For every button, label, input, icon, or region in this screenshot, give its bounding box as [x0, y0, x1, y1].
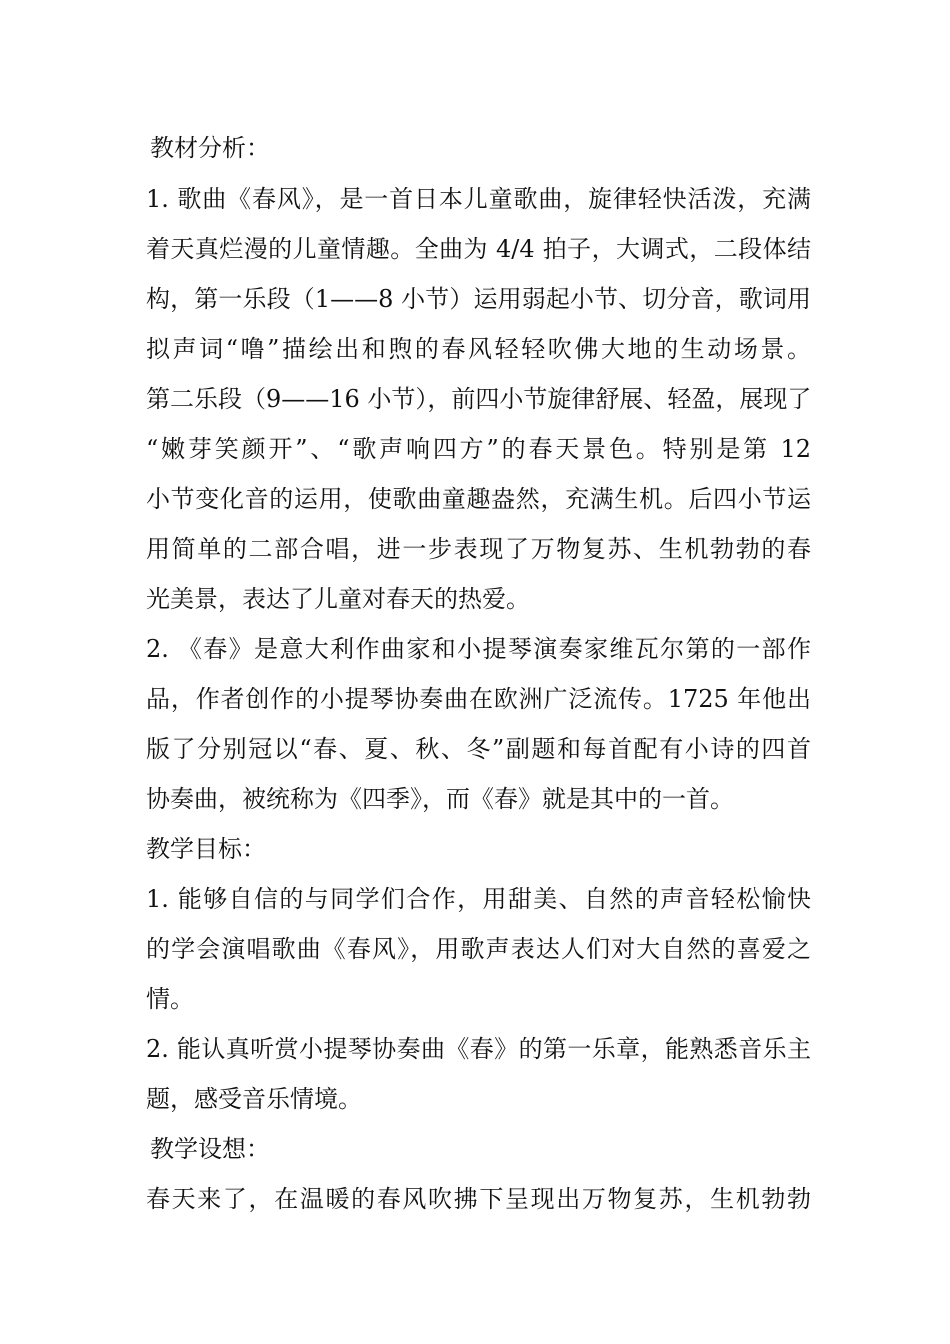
paragraph-line: 第二乐段（9——16 小节），前四小节旋律舒展、轻盈，展现了: [146, 385, 812, 413]
paragraph-line: 构，第一乐段（1——8 小节）运用弱起小节、切分音，歌词用: [146, 285, 811, 313]
paragraph-line: 品，作者创作的小提琴协奏曲在欧洲广泛流传。1725 年他出: [146, 685, 811, 713]
paragraph-line: 春天来了，在温暖的春风吹拂下呈现出万物复苏，生机勃勃: [146, 1185, 811, 1213]
paragraph-line: 版了分别冠以“春、夏、秋、冬”副题和每首配有小诗的四首: [146, 735, 811, 763]
paragraph-line: 情。: [146, 985, 194, 1013]
paragraph-line: 着天真烂漫的儿童情趣。全曲为 4/4 拍子，大调式，二段体结: [146, 235, 811, 263]
paragraph-line: 2. 能认真听赏小提琴协奏曲《春》的第一乐章，能熟悉音乐主: [146, 1035, 811, 1063]
paragraph-line: 1. 能够自信的与同学们合作，用甜美、自然的声音轻松愉快: [146, 885, 811, 913]
paragraph-line: 2. 《春》是意大利作曲家和小提琴演奏家维瓦尔第的一部作: [146, 635, 811, 663]
section-heading-teaching-ideas: 教学设想：: [150, 1135, 270, 1163]
paragraph-line: 1. 歌曲《春风》，是一首日本儿童歌曲，旋律轻快活泼，充满: [146, 185, 811, 213]
paragraph-line: 小节变化音的运用，使歌曲童趣盎然，充满生机。后四小节运: [146, 485, 811, 513]
paragraph-line: 的学会演唱歌曲《春风》，用歌声表达人们对大自然的喜爱之: [146, 935, 811, 963]
paragraph-line: 用简单的二部合唱，进一步表现了万物复苏、生机勃勃的春: [146, 535, 811, 563]
paragraph-line: 协奏曲，被统称为《四季》，而《春》就是其中的一首。: [146, 785, 734, 813]
section-heading-textbook-analysis: 教材分析：: [150, 134, 270, 162]
paragraph-line: 拟声词“噜”描绘出和煦的春风轻轻吹佛大地的生动场景。: [146, 335, 811, 363]
paragraph-line: “嫩芽笑颜开”、“歌声响四方”的春天景色。特别是第 12: [146, 435, 811, 463]
paragraph-line: 光美景，表达了儿童对春天的热爱。: [146, 585, 530, 613]
section-heading-teaching-goals: 教学目标：: [146, 835, 266, 863]
paragraph-line: 题，感受音乐情境。: [146, 1085, 362, 1113]
